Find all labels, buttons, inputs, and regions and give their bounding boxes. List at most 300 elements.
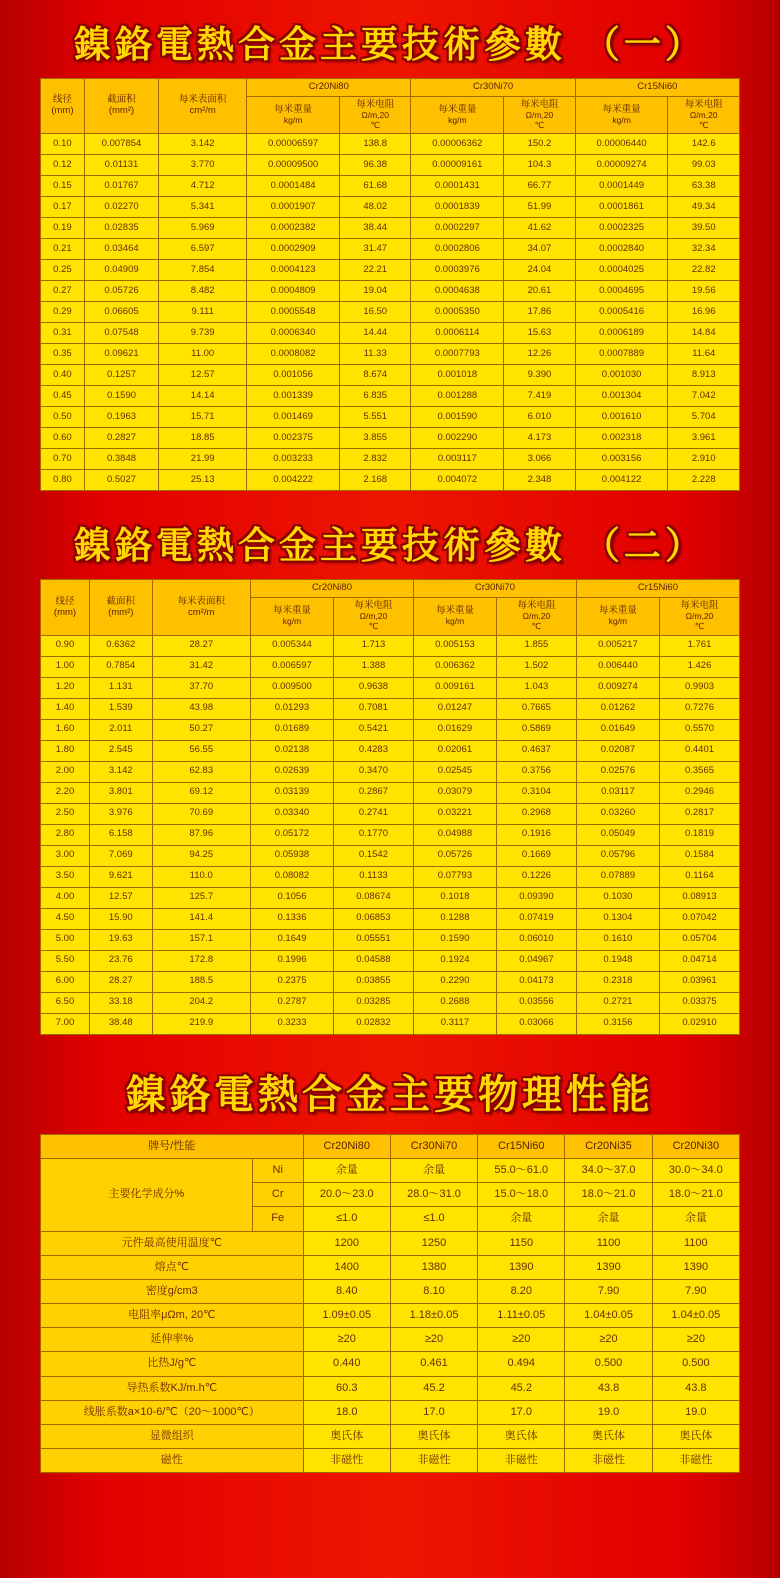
table-cell: 188.5 bbox=[152, 971, 250, 992]
table-cell: 0.04967 bbox=[496, 950, 576, 971]
table-body-1 bbox=[41, 134, 740, 491]
physical-table-body bbox=[41, 1158, 740, 1472]
table-cell: 0.0001431 bbox=[411, 176, 504, 197]
table-cell: 0.0006189 bbox=[575, 323, 668, 344]
table-cell: 0.70 bbox=[41, 449, 85, 470]
table-cell: 2.20 bbox=[41, 782, 90, 803]
table-cell: 0.05704 bbox=[659, 929, 739, 950]
resistance-unit2-1: ℃ bbox=[370, 119, 380, 130]
table-cell: 1.713 bbox=[334, 635, 414, 656]
table-row bbox=[41, 845, 740, 866]
property-label: 线胀系数a×10-6/℃（20～1000℃） bbox=[41, 1400, 304, 1424]
table-cell: 1.00 bbox=[41, 656, 90, 677]
group-header-alloy-2-s2: Cr30Ni70 bbox=[413, 580, 576, 598]
weight-unit-3-s2: kg/m bbox=[608, 616, 628, 627]
table-cell: 0.35 bbox=[41, 344, 85, 365]
table-cell: 0.2817 bbox=[659, 803, 739, 824]
table-cell: 0.01689 bbox=[250, 719, 333, 740]
table-cell: 0.001339 bbox=[247, 386, 340, 407]
table-row bbox=[41, 1304, 740, 1328]
table-cell: 6.00 bbox=[41, 971, 90, 992]
table-cell: 7.042 bbox=[668, 386, 740, 407]
table-cell: 2.910 bbox=[668, 449, 740, 470]
table-cell: 39.50 bbox=[668, 218, 740, 239]
table-cell: 非磁性 bbox=[565, 1449, 652, 1473]
table-cell: 0.3233 bbox=[250, 1013, 333, 1034]
table-cell: 0.05726 bbox=[84, 281, 158, 302]
table-cell: 50.27 bbox=[152, 719, 250, 740]
resistance-unit-1: Ω/m,20 bbox=[361, 109, 390, 120]
table-cell: 28.27 bbox=[152, 635, 250, 656]
table-cell: 0.06605 bbox=[84, 302, 158, 323]
col-header-weight-2 bbox=[411, 96, 504, 133]
table-cell: 18.0 bbox=[303, 1400, 390, 1424]
table-cell: 104.3 bbox=[504, 155, 576, 176]
table-cell: 18.0～21.0 bbox=[565, 1183, 652, 1207]
table-row bbox=[41, 1449, 740, 1473]
table-cell: 14.44 bbox=[339, 323, 411, 344]
table-cell: 0.04909 bbox=[84, 260, 158, 281]
table-cell: 0.006440 bbox=[576, 656, 659, 677]
composition-element-label: Fe bbox=[252, 1207, 303, 1231]
table-cell: 28.0～31.0 bbox=[390, 1183, 477, 1207]
table-cell: 0.0002806 bbox=[411, 239, 504, 260]
col-header-resistance-2-s2 bbox=[496, 598, 576, 635]
table-cell: 0.80 bbox=[41, 470, 85, 491]
table-cell: 0.03139 bbox=[250, 782, 333, 803]
table-cell: 219.9 bbox=[152, 1013, 250, 1034]
table-cell: 0.02835 bbox=[84, 218, 158, 239]
table-cell: 0.0001907 bbox=[247, 197, 340, 218]
table-row bbox=[41, 677, 740, 698]
table-cell: 0.03260 bbox=[576, 803, 659, 824]
table-cell: 69.12 bbox=[152, 782, 250, 803]
table-cell: 5.551 bbox=[339, 407, 411, 428]
table-cell: 0.1924 bbox=[413, 950, 496, 971]
table-cell: 0.1288 bbox=[413, 908, 496, 929]
table-cell: 41.62 bbox=[504, 218, 576, 239]
table-cell: 0.7276 bbox=[659, 698, 739, 719]
table-cell: 55.0～61.0 bbox=[478, 1158, 565, 1182]
table-cell: 0.05726 bbox=[413, 845, 496, 866]
table-row bbox=[41, 803, 740, 824]
col-header-diameter bbox=[41, 79, 85, 134]
table-cell: 12.57 bbox=[159, 365, 247, 386]
table-cell: 0.009500 bbox=[250, 677, 333, 698]
table-row bbox=[41, 782, 740, 803]
col-header-area2-line2: (mm²) bbox=[108, 606, 134, 618]
table-cell: 0.09390 bbox=[496, 887, 576, 908]
table-cell: 0.2968 bbox=[496, 803, 576, 824]
table-cell: 1.18±0.05 bbox=[390, 1304, 477, 1328]
table-cell: 9.739 bbox=[159, 323, 247, 344]
table-cell: 0.003156 bbox=[575, 449, 668, 470]
table-cell: 4.00 bbox=[41, 887, 90, 908]
table-cell: 0.494 bbox=[478, 1352, 565, 1376]
table-cell: 18.85 bbox=[159, 428, 247, 449]
table-cell: 0.004072 bbox=[411, 470, 504, 491]
table-cell: 0.29 bbox=[41, 302, 85, 323]
table-cell: 16.96 bbox=[668, 302, 740, 323]
table-cell: 0.19 bbox=[41, 218, 85, 239]
table-row bbox=[41, 866, 740, 887]
table-row bbox=[41, 197, 740, 218]
weight-label-2: 每米重量 bbox=[438, 103, 477, 115]
table-cell: 37.70 bbox=[152, 677, 250, 698]
table-wrapper-section-2 bbox=[0, 579, 780, 1040]
table-cell: 0.1770 bbox=[334, 824, 414, 845]
table-cell: 2.348 bbox=[504, 470, 576, 491]
page-title-section-1: 鎳鉻電熱合金主要技術參數 （一） bbox=[74, 23, 706, 66]
table-cell: 8.482 bbox=[159, 281, 247, 302]
table-cell: 43.98 bbox=[152, 698, 250, 719]
weight-unit-3: kg/m bbox=[612, 114, 631, 125]
table-cell: 1.131 bbox=[90, 677, 152, 698]
table-cell: 48.02 bbox=[339, 197, 411, 218]
table-cell: 0.00009161 bbox=[411, 155, 504, 176]
table-cell: 0.00009500 bbox=[247, 155, 340, 176]
table-cell: 非磁性 bbox=[652, 1449, 739, 1473]
table-cell: 1.761 bbox=[659, 635, 739, 656]
table-cell: 0.002318 bbox=[575, 428, 668, 449]
table-wrapper-section-3 bbox=[0, 1134, 780, 1480]
group-header-alloy-2: Cr30Ni70 bbox=[411, 79, 575, 97]
table-cell: 4.712 bbox=[159, 176, 247, 197]
table-cell: 28.27 bbox=[90, 971, 152, 992]
table-cell: 94.25 bbox=[152, 845, 250, 866]
table-cell: 0.01131 bbox=[84, 155, 158, 176]
resistance-unit-3: Ω/m,20 bbox=[689, 109, 718, 120]
tech-params-table-2 bbox=[40, 579, 740, 1034]
col-header-resistance-1-s2 bbox=[334, 598, 414, 635]
table-cell: 17.86 bbox=[504, 302, 576, 323]
table-cell: 15.71 bbox=[159, 407, 247, 428]
table-cell: 0.001030 bbox=[575, 365, 668, 386]
table-row bbox=[41, 887, 740, 908]
table-cell: 0.05049 bbox=[576, 824, 659, 845]
group-header-alloy-1-s2: Cr20Ni80 bbox=[250, 580, 413, 598]
weight-label-3: 每米重量 bbox=[602, 103, 641, 115]
table-cell: 172.8 bbox=[152, 950, 250, 971]
table-cell: 0.1304 bbox=[576, 908, 659, 929]
table-cell: 0.7665 bbox=[496, 698, 576, 719]
table-cell: 0.4283 bbox=[334, 740, 414, 761]
resistance-label-2-s2: 每米电阻 bbox=[517, 600, 556, 612]
table-cell: 8.674 bbox=[339, 365, 411, 386]
table-cell: 0.500 bbox=[565, 1352, 652, 1376]
table-cell: 99.03 bbox=[668, 155, 740, 176]
page-title-section-3: 鎳鉻電熱合金主要物理性能 bbox=[126, 1071, 654, 1118]
table-row bbox=[41, 470, 740, 491]
table-cell: 0.06010 bbox=[496, 929, 576, 950]
table-cell: 7.90 bbox=[652, 1279, 739, 1303]
resistance-unit-3-s2: Ω/m,20 bbox=[685, 611, 714, 622]
table-cell: 56.55 bbox=[152, 740, 250, 761]
table-header-2 bbox=[41, 580, 740, 635]
weight-unit-1: kg/m bbox=[283, 114, 303, 125]
table-cell: 1150 bbox=[478, 1231, 565, 1255]
weight-label-3-s2: 每米重量 bbox=[598, 605, 637, 617]
table-cell: 2.545 bbox=[90, 740, 152, 761]
table-cell: 1.502 bbox=[496, 656, 576, 677]
table-cell: 9.111 bbox=[159, 302, 247, 323]
physical-table-header bbox=[41, 1134, 740, 1158]
table-row bbox=[41, 740, 740, 761]
table-cell: 0.08674 bbox=[334, 887, 414, 908]
table-cell: 0.0005548 bbox=[247, 302, 340, 323]
physical-header-alloy: Cr30Ni70 bbox=[390, 1134, 477, 1158]
table-cell: 0.6362 bbox=[90, 635, 152, 656]
resistance-unit-2-s2: Ω/m,20 bbox=[522, 611, 551, 622]
table-cell: 6.597 bbox=[159, 239, 247, 260]
table-cell: 0.0001839 bbox=[411, 197, 504, 218]
table-cell: 33.18 bbox=[90, 992, 152, 1013]
physical-properties-table bbox=[40, 1134, 740, 1474]
table-cell: 6.835 bbox=[339, 386, 411, 407]
table-body-2 bbox=[41, 635, 740, 1034]
table-cell: 15.63 bbox=[504, 323, 576, 344]
table-row bbox=[41, 656, 740, 677]
table-cell: 0.03117 bbox=[576, 782, 659, 803]
table-row bbox=[41, 635, 740, 656]
table-row bbox=[41, 218, 740, 239]
resistance-unit2-1-s2: ℃ bbox=[368, 620, 379, 631]
table-cell: 3.770 bbox=[159, 155, 247, 176]
weight-unit-1-s2: kg/m bbox=[282, 616, 302, 627]
table-cell: 0.21 bbox=[41, 239, 85, 260]
table-cell: 0.9638 bbox=[334, 677, 414, 698]
table-cell: 0.03556 bbox=[496, 992, 576, 1013]
resistance-unit-2: Ω/m,20 bbox=[525, 109, 554, 120]
table-cell: ≥20 bbox=[478, 1328, 565, 1352]
table-cell: 1390 bbox=[478, 1255, 565, 1279]
resistance-label-1-s2: 每米电阻 bbox=[354, 600, 393, 612]
table-cell: 0.1542 bbox=[334, 845, 414, 866]
table-cell: 1.60 bbox=[41, 719, 90, 740]
composition-group-label: 主要化学成分% bbox=[41, 1158, 253, 1231]
table-cell: 125.7 bbox=[152, 887, 250, 908]
table-cell: 142.6 bbox=[668, 134, 740, 155]
table-row bbox=[41, 1400, 740, 1424]
table-cell: 0.90 bbox=[41, 635, 90, 656]
physical-header-alloy: Cr20Ni35 bbox=[565, 1134, 652, 1158]
table-cell: 34.07 bbox=[504, 239, 576, 260]
table-cell: 7.419 bbox=[504, 386, 576, 407]
table-header-row-groups bbox=[41, 79, 740, 97]
table-row bbox=[41, 407, 740, 428]
table-cell: 0.03285 bbox=[334, 992, 414, 1013]
table-cell: 0.009161 bbox=[413, 677, 496, 698]
col-header-surface2-line2: cm²/m bbox=[188, 606, 215, 618]
table-cell: 1.855 bbox=[496, 635, 576, 656]
table-cell: 110.0 bbox=[152, 866, 250, 887]
table-cell: 0.0002840 bbox=[575, 239, 668, 260]
table-cell: 31.42 bbox=[152, 656, 250, 677]
property-label: 磁性 bbox=[41, 1449, 304, 1473]
table-row bbox=[41, 1231, 740, 1255]
table-cell: 1.388 bbox=[334, 656, 414, 677]
table-cell: 0.0003976 bbox=[411, 260, 504, 281]
table-cell: 非磁性 bbox=[390, 1449, 477, 1473]
property-label: 电阻率μΩm, 20℃ bbox=[41, 1304, 304, 1328]
table-cell: 1.09±0.05 bbox=[303, 1304, 390, 1328]
table-cell: 1.80 bbox=[41, 740, 90, 761]
table-cell: 17.0 bbox=[478, 1400, 565, 1424]
table-cell: 5.341 bbox=[159, 197, 247, 218]
weight-label-1-s2: 每米重量 bbox=[272, 605, 311, 617]
table-cell: 0.003117 bbox=[411, 449, 504, 470]
table-cell: 0.01262 bbox=[576, 698, 659, 719]
table-cell: 0.2946 bbox=[659, 782, 739, 803]
table-cell: 0.50 bbox=[41, 407, 85, 428]
table-cell: 0.02061 bbox=[413, 740, 496, 761]
col-header-weight-1 bbox=[247, 96, 340, 133]
table-row bbox=[41, 323, 740, 344]
page-title-section-2: 鎳鉻電熱合金主要技術參數 （二） bbox=[74, 524, 706, 568]
table-cell: 0.1916 bbox=[496, 824, 576, 845]
table-cell: 4.173 bbox=[504, 428, 576, 449]
table-cell: 30.0～34.0 bbox=[652, 1158, 739, 1182]
table-cell: 0.0002382 bbox=[247, 218, 340, 239]
table-cell: 43.8 bbox=[652, 1376, 739, 1400]
resistance-label-3: 每米电阻 bbox=[684, 98, 723, 110]
table-cell: 66.77 bbox=[504, 176, 576, 197]
col-header-resistance-1 bbox=[339, 96, 411, 133]
table-cell: 0.00006597 bbox=[247, 134, 340, 155]
table-cell: 0.001469 bbox=[247, 407, 340, 428]
table-cell: 3.801 bbox=[90, 782, 152, 803]
table-cell: 0.1584 bbox=[659, 845, 739, 866]
physical-header-row bbox=[41, 1134, 740, 1158]
table-row bbox=[41, 1279, 740, 1303]
table-cell: 4.50 bbox=[41, 908, 90, 929]
col-header-area-line2: (mm²) bbox=[108, 105, 135, 117]
table-cell: 34.0～37.0 bbox=[565, 1158, 652, 1182]
table-cell: 22.82 bbox=[668, 260, 740, 281]
table-cell: 0.0001861 bbox=[575, 197, 668, 218]
table-cell: 0.006597 bbox=[250, 656, 333, 677]
table-cell: 0.1669 bbox=[496, 845, 576, 866]
table-cell: 0.0006114 bbox=[411, 323, 504, 344]
table-cell: 0.03066 bbox=[496, 1013, 576, 1034]
table-cell: 1.04±0.05 bbox=[565, 1304, 652, 1328]
property-label: 密度g/cm3 bbox=[41, 1279, 304, 1303]
table-cell: 0.01767 bbox=[84, 176, 158, 197]
table-row bbox=[41, 908, 740, 929]
table-cell: 19.04 bbox=[339, 281, 411, 302]
table-cell: 0.01293 bbox=[250, 698, 333, 719]
col-header-area2-line1: 截面积 bbox=[106, 595, 136, 607]
table-cell: 0.001590 bbox=[411, 407, 504, 428]
table-cell: 1400 bbox=[303, 1255, 390, 1279]
table-cell: 1.11±0.05 bbox=[478, 1304, 565, 1328]
table-row bbox=[41, 971, 740, 992]
table-cell: 0.45 bbox=[41, 386, 85, 407]
table-row bbox=[41, 239, 740, 260]
table-cell: 0.05938 bbox=[250, 845, 333, 866]
table-cell: 14.84 bbox=[668, 323, 740, 344]
table-cell: 0.004222 bbox=[247, 470, 340, 491]
table-cell: 1.20 bbox=[41, 677, 90, 698]
table-cell: 0.1133 bbox=[334, 866, 414, 887]
table-cell: 0.1649 bbox=[250, 929, 333, 950]
resistance-label-1: 每米电阻 bbox=[356, 98, 395, 110]
table-cell: 0.04173 bbox=[496, 971, 576, 992]
table-cell: 0.3756 bbox=[496, 761, 576, 782]
table-cell: 0.02639 bbox=[250, 761, 333, 782]
resistance-label-3-s2: 每米电阻 bbox=[680, 600, 719, 612]
table-cell: 38.48 bbox=[90, 1013, 152, 1034]
table-cell: 15.90 bbox=[90, 908, 152, 929]
table-cell: 0.440 bbox=[303, 1352, 390, 1376]
table-cell: 18.0～21.0 bbox=[652, 1183, 739, 1207]
table-row bbox=[41, 386, 740, 407]
group-header-alloy-3-s2: Cr15Ni60 bbox=[576, 580, 739, 598]
table-cell: 25.13 bbox=[159, 470, 247, 491]
table-cell: 45.2 bbox=[390, 1376, 477, 1400]
table-cell: 204.2 bbox=[152, 992, 250, 1013]
table-row bbox=[41, 824, 740, 845]
table-cell: 1.043 bbox=[496, 677, 576, 698]
col-header-resistance-3 bbox=[668, 96, 740, 133]
table-cell: 0.06853 bbox=[334, 908, 414, 929]
table-cell: 62.83 bbox=[152, 761, 250, 782]
property-label: 导热系数KJ/m.h℃ bbox=[41, 1376, 304, 1400]
table-cell: 0.0004123 bbox=[247, 260, 340, 281]
col-header-resistance-2 bbox=[504, 96, 576, 133]
table-row bbox=[41, 134, 740, 155]
table-cell: 非磁性 bbox=[303, 1449, 390, 1473]
table-cell: 0.05551 bbox=[334, 929, 414, 950]
table-cell: 49.34 bbox=[668, 197, 740, 218]
resistance-unit2-2-s2: ℃ bbox=[531, 620, 542, 631]
table-cell: 1250 bbox=[390, 1231, 477, 1255]
table-cell: 0.5027 bbox=[84, 470, 158, 491]
table-cell: ≥20 bbox=[390, 1328, 477, 1352]
table-header-1 bbox=[41, 79, 740, 134]
table-cell: 141.4 bbox=[152, 908, 250, 929]
table-cell: 0.0002297 bbox=[411, 218, 504, 239]
table-cell: 0.05796 bbox=[576, 845, 659, 866]
property-label: 熔点℃ bbox=[41, 1255, 304, 1279]
table-cell: 19.0 bbox=[565, 1400, 652, 1424]
table-cell: 7.00 bbox=[41, 1013, 90, 1034]
table-cell: 0.009274 bbox=[576, 677, 659, 698]
table-cell: 0.1336 bbox=[250, 908, 333, 929]
property-label: 显微组织 bbox=[41, 1425, 304, 1449]
table-cell: 0.1590 bbox=[84, 386, 158, 407]
table-cell: 5.704 bbox=[668, 407, 740, 428]
table-cell: 12.26 bbox=[504, 344, 576, 365]
table-cell: 0.003233 bbox=[247, 449, 340, 470]
table-cell: 0.03961 bbox=[659, 971, 739, 992]
table-cell: 3.142 bbox=[90, 761, 152, 782]
table-cell: ≥20 bbox=[565, 1328, 652, 1352]
table-cell: 0.005344 bbox=[250, 635, 333, 656]
table-cell: 8.20 bbox=[478, 1279, 565, 1303]
table-cell: ≥20 bbox=[652, 1328, 739, 1352]
table-cell: 0.31 bbox=[41, 323, 85, 344]
table-cell: 0.04988 bbox=[413, 824, 496, 845]
table-cell: 1.04±0.05 bbox=[652, 1304, 739, 1328]
table-cell: 0.40 bbox=[41, 365, 85, 386]
table-cell: 61.68 bbox=[339, 176, 411, 197]
table-cell: 19.0 bbox=[652, 1400, 739, 1424]
table-cell: 2.832 bbox=[339, 449, 411, 470]
table-cell: 奥氏体 bbox=[303, 1425, 390, 1449]
table-row bbox=[41, 428, 740, 449]
table-cell: 43.8 bbox=[565, 1376, 652, 1400]
